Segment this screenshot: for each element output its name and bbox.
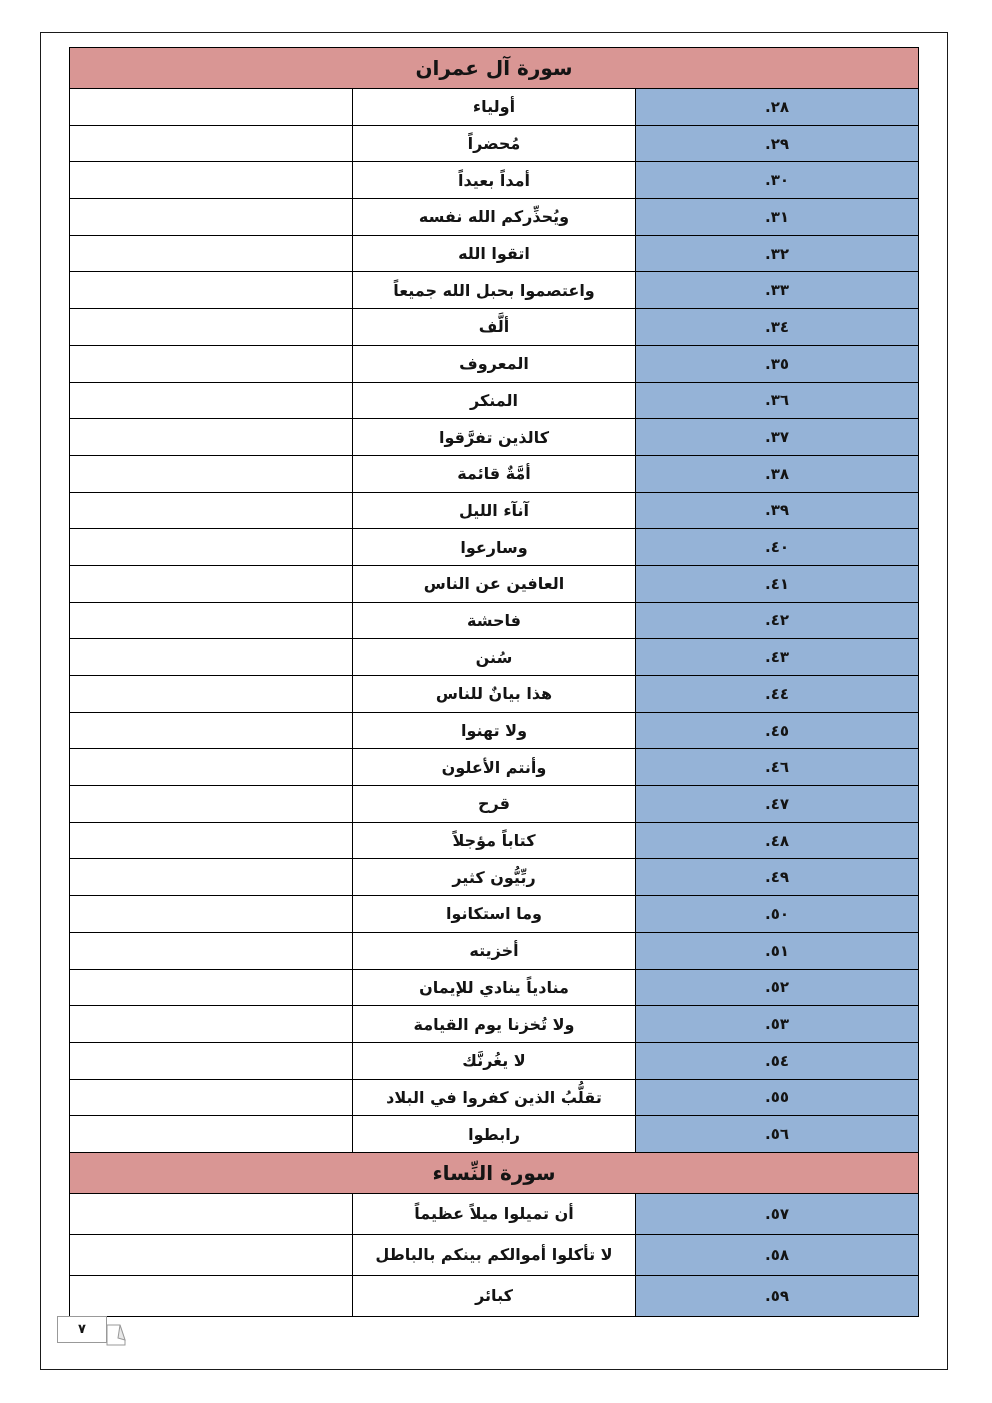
meaning-cell-empty [70, 1079, 353, 1116]
word-cell: المعروف [353, 345, 636, 382]
table-row [70, 309, 919, 346]
table-row [70, 272, 919, 309]
row-number-cell: ٥٦. [636, 1116, 919, 1153]
table-row [70, 492, 919, 529]
meaning-cell-empty [70, 455, 353, 492]
meaning-cell-empty [70, 1116, 353, 1153]
table-row [70, 1006, 919, 1043]
word-cell: ويُحذِّركم الله نفسه [353, 199, 636, 236]
meaning-cell-empty [70, 932, 353, 969]
table-row [70, 1116, 919, 1153]
word-cell: واعتصموا بحبل الله جميعاً [353, 272, 636, 309]
word-cell: ولا تهنوا [353, 712, 636, 749]
row-number-cell: ٣١. [636, 199, 919, 236]
word-cell: لا تأكلوا أموالكم بينكم بالباطل [353, 1234, 636, 1275]
row-number-cell: ٣٨. [636, 455, 919, 492]
folded-corner-icon [106, 1324, 126, 1346]
meaning-cell-empty [70, 602, 353, 639]
row-number-cell: ٤٤. [636, 676, 919, 713]
word-cell: كالذين تفرَّقوا [353, 419, 636, 456]
row-number-cell: ٣٠. [636, 162, 919, 199]
meaning-cell-empty [70, 749, 353, 786]
word-cell: فاحشة [353, 602, 636, 639]
meaning-cell-empty [70, 419, 353, 456]
section-title: سورة آل عمران [70, 48, 919, 89]
meaning-cell-empty [70, 235, 353, 272]
table-row [70, 89, 919, 126]
row-number-cell: ٤٩. [636, 859, 919, 896]
word-cell: لا يغُرنَّك [353, 1042, 636, 1079]
meaning-cell-empty [70, 1042, 353, 1079]
word-cell: وما استكانوا [353, 896, 636, 933]
row-number-cell: ٥١. [636, 932, 919, 969]
table-row [70, 639, 919, 676]
vocabulary-table-body [70, 48, 919, 1317]
row-number-cell: ٣٥. [636, 345, 919, 382]
row-number-cell: ٥٥. [636, 1079, 919, 1116]
word-cell: أخزيته [353, 932, 636, 969]
meaning-cell-empty [70, 639, 353, 676]
row-number-cell: ٣٢. [636, 235, 919, 272]
table-row [70, 786, 919, 823]
table-row [70, 1275, 919, 1316]
table-row [70, 1234, 919, 1275]
row-number-cell: ٣٣. [636, 272, 919, 309]
word-cell: كبائر [353, 1275, 636, 1316]
table-row [70, 1079, 919, 1116]
word-cell: آنآء الليل [353, 492, 636, 529]
meaning-cell-empty [70, 125, 353, 162]
table-row [70, 859, 919, 896]
table-row [70, 712, 919, 749]
row-number-cell: ٥٠. [636, 896, 919, 933]
table-row [70, 529, 919, 566]
meaning-cell-empty [70, 1234, 353, 1275]
table-row [70, 382, 919, 419]
table-row [70, 419, 919, 456]
table-row [70, 455, 919, 492]
word-cell: اتقوا الله [353, 235, 636, 272]
meaning-cell-empty [70, 676, 353, 713]
table-row [70, 896, 919, 933]
word-cell: ألَّف [353, 309, 636, 346]
word-cell: العافين عن الناس [353, 565, 636, 602]
meaning-cell-empty [70, 89, 353, 126]
row-number-cell: ٣٧. [636, 419, 919, 456]
table-row [70, 345, 919, 382]
page-border [40, 32, 948, 1370]
meaning-cell-empty [70, 529, 353, 566]
meaning-cell-empty [70, 859, 353, 896]
row-number-cell: ٣٦. [636, 382, 919, 419]
meaning-cell-empty [70, 896, 353, 933]
meaning-cell-empty [70, 162, 353, 199]
word-cell: أمَّةٌ قائمة [353, 455, 636, 492]
word-cell: وسارعوا [353, 529, 636, 566]
word-cell: قرح [353, 786, 636, 823]
word-cell: هذا بيانٌ للناس [353, 676, 636, 713]
table-row [70, 199, 919, 236]
row-number-cell: ٤٦. [636, 749, 919, 786]
row-number-cell: ٥٨. [636, 1234, 919, 1275]
vocabulary-table [69, 47, 919, 1317]
table-row [70, 162, 919, 199]
table-row [70, 125, 919, 162]
row-number-cell: ٤٢. [636, 602, 919, 639]
word-cell: كتاباً مؤجلاً [353, 822, 636, 859]
word-cell: تقلُّبُ الذين كفروا في البلاد [353, 1079, 636, 1116]
row-number-cell: ٤٥. [636, 712, 919, 749]
section-header-row [70, 48, 919, 89]
row-number-cell: ٤٧. [636, 786, 919, 823]
meaning-cell-empty [70, 712, 353, 749]
table-row [70, 1042, 919, 1079]
row-number-cell: ٥٩. [636, 1275, 919, 1316]
word-cell: أولياء [353, 89, 636, 126]
meaning-cell-empty [70, 565, 353, 602]
word-cell: المنكر [353, 382, 636, 419]
meaning-cell-empty [70, 969, 353, 1006]
page-number-box [57, 1316, 107, 1343]
section-title: سورة النِّساء [70, 1152, 919, 1193]
row-number-cell: ٥٧. [636, 1193, 919, 1234]
row-number-cell: ٥٤. [636, 1042, 919, 1079]
table-row [70, 235, 919, 272]
row-number-cell: ٤١. [636, 565, 919, 602]
section-header-row [70, 1152, 919, 1193]
meaning-cell-empty [70, 822, 353, 859]
meaning-cell-empty [70, 1006, 353, 1043]
word-cell: وأنتم الأعلون [353, 749, 636, 786]
table-row [70, 932, 919, 969]
meaning-cell-empty [70, 199, 353, 236]
word-cell: ولا تُخزنا يوم القيامة [353, 1006, 636, 1043]
word-cell: رابطوا [353, 1116, 636, 1153]
word-cell: ربِّيُّون كثير [353, 859, 636, 896]
word-cell: منادياً ينادي للإيمان [353, 969, 636, 1006]
word-cell: أمداً بعيداً [353, 162, 636, 199]
meaning-cell-empty [70, 345, 353, 382]
table-row [70, 565, 919, 602]
row-number-cell: ٥٣. [636, 1006, 919, 1043]
table-row [70, 822, 919, 859]
meaning-cell-empty [70, 382, 353, 419]
row-number-cell: ٢٨. [636, 89, 919, 126]
word-cell: سُنن [353, 639, 636, 676]
meaning-cell-empty [70, 492, 353, 529]
table-row [70, 969, 919, 1006]
table-row [70, 602, 919, 639]
table-row [70, 749, 919, 786]
table-row [70, 1193, 919, 1234]
row-number-cell: ٥٢. [636, 969, 919, 1006]
table-row [70, 676, 919, 713]
meaning-cell-empty [70, 1193, 353, 1234]
meaning-cell-empty [70, 309, 353, 346]
row-number-cell: ٤٣. [636, 639, 919, 676]
page-number: ٧ [78, 1322, 86, 1337]
row-number-cell: ٤٨. [636, 822, 919, 859]
row-number-cell: ٢٩. [636, 125, 919, 162]
meaning-cell-empty [70, 786, 353, 823]
row-number-cell: ٣٩. [636, 492, 919, 529]
meaning-cell-empty [70, 272, 353, 309]
row-number-cell: ٣٤. [636, 309, 919, 346]
word-cell: أن تميلوا ميلاً عظيماً [353, 1193, 636, 1234]
meaning-cell-empty [70, 1275, 353, 1316]
row-number-cell: ٤٠. [636, 529, 919, 566]
word-cell: مُحضراً [353, 125, 636, 162]
